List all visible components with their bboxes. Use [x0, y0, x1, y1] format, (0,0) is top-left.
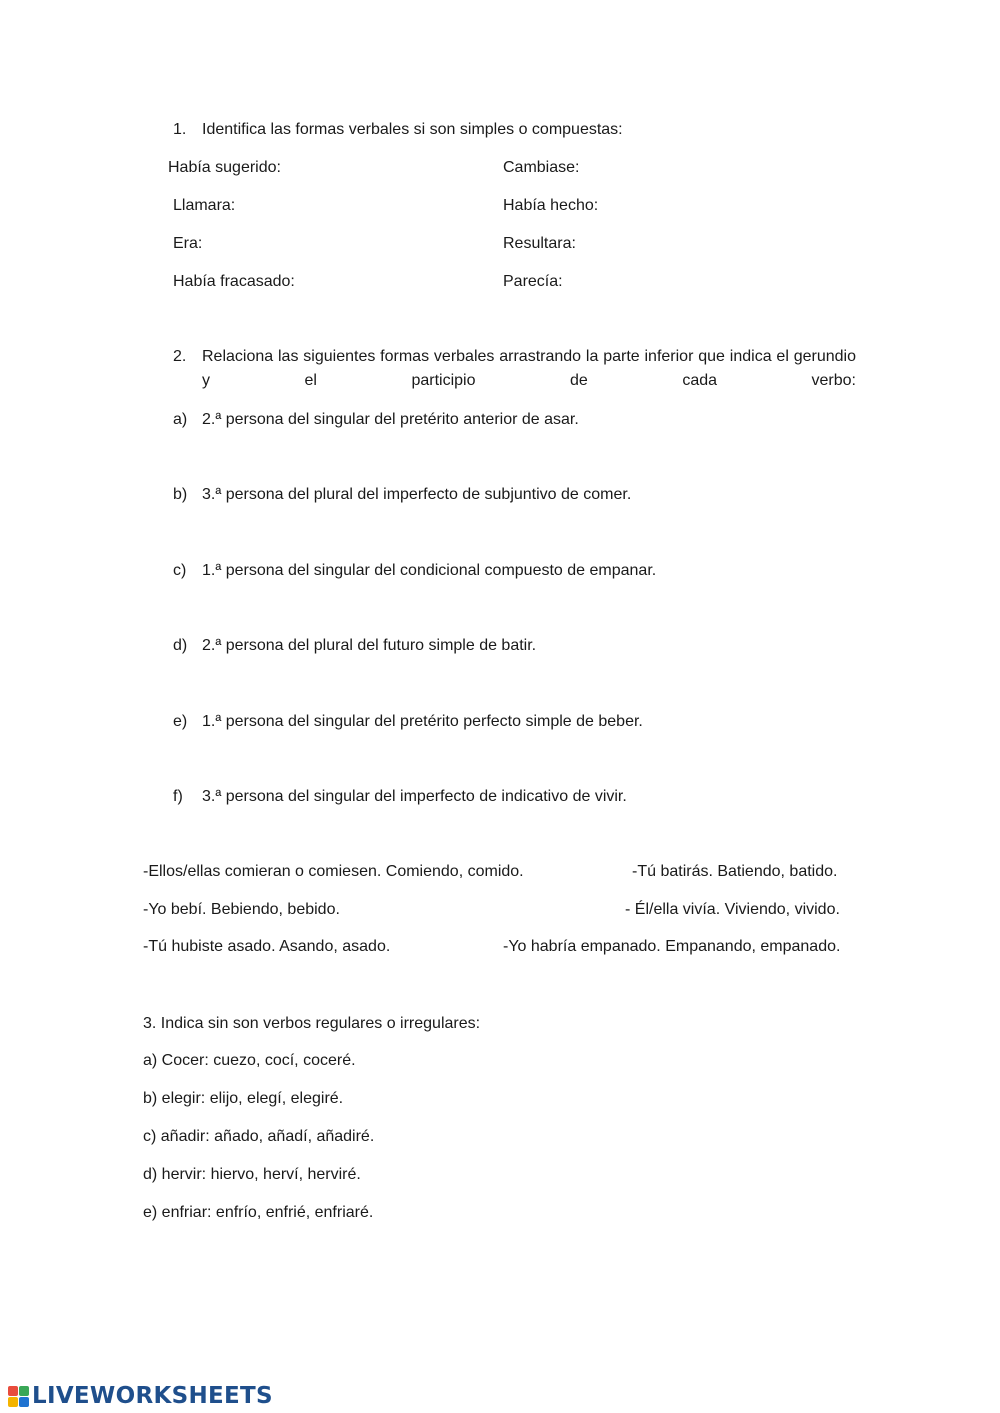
- section3-instruction: 3. Indica sin son verbos regulares o irregulares:: [143, 1015, 481, 1032]
- section2-number: 2.: [173, 348, 187, 365]
- item-text: 1.ª persona del singular del pretérito perfecto simple de beber.: [202, 713, 643, 730]
- verb-item-label: Llamara:: [173, 197, 236, 214]
- item-letter: d): [173, 637, 188, 654]
- answer-option[interactable]: -Tú hubiste asado. Asando, asado.: [143, 938, 391, 955]
- item-letter: a): [173, 411, 188, 428]
- item-text: 1.ª persona del singular del condicional compuesto de empanar.: [202, 562, 657, 579]
- verb-item-label: b) elegir: elijo, elegí, elegiré.: [143, 1090, 344, 1107]
- verb-item-label: e) enfriar: enfrío, enfrié, enfriaré.: [143, 1204, 374, 1221]
- section1-number: 1.: [173, 121, 187, 138]
- verb-item-label: Era:: [173, 235, 203, 252]
- verb-item-label: Había fracasado:: [173, 273, 295, 290]
- item-text: 3.ª persona del singular del imperfecto de indicativo de vivir.: [202, 788, 627, 805]
- verb-item-label: a) Cocer: cuezo, cocí, coceré.: [143, 1052, 356, 1069]
- verb-item-label: Parecía:: [503, 273, 563, 290]
- answer-option[interactable]: -Ellos/ellas comieran o comiesen. Comiendo, comido.: [143, 863, 524, 880]
- liveworksheets-logo: [8, 1382, 273, 1410]
- item-letter: e): [173, 713, 188, 730]
- answer-option[interactable]: -Yo habría empanado. Empanando, empanado.: [503, 938, 841, 955]
- item-letter: b): [173, 486, 188, 503]
- item-letter: f): [173, 788, 183, 805]
- verb-item-label: Cambiase:: [503, 159, 580, 176]
- verb-item-label: c) añadir: añado, añadí, añadiré.: [143, 1128, 375, 1145]
- verb-item-label: Había hecho:: [503, 197, 599, 214]
- item-letter: c): [173, 562, 187, 579]
- section1-instruction: Identifica las formas verbales si son simples o compuestas:: [202, 121, 623, 138]
- verb-item-label: Resultara:: [503, 235, 576, 252]
- item-text: 3.ª persona del plural del imperfecto de subjuntivo de comer.: [202, 486, 632, 503]
- logo-icon: [8, 1386, 29, 1407]
- brand-name: LIVEWORKSHEETS: [32, 1383, 273, 1409]
- verb-item-label: d) hervir: hiervo, herví, herviré.: [143, 1166, 361, 1183]
- section2-instruction: Relaciona las siguientes formas verbales arrastrando la parte inferior que indica el gerundio y el participio de cada verbo:: [202, 348, 856, 389]
- item-text: 2.ª persona del singular del pretérito anterior de asar.: [202, 411, 579, 428]
- answer-option[interactable]: - Él/ella vivía. Viviendo, vivido.: [625, 901, 840, 918]
- verb-item-label: Había sugerido:: [168, 159, 281, 176]
- answer-option[interactable]: -Yo bebí. Bebiendo, bebido.: [143, 901, 340, 918]
- item-text: 2.ª persona del plural del futuro simple de batir.: [202, 637, 537, 654]
- answer-option[interactable]: -Tú batirás. Batiendo, batido.: [632, 863, 838, 880]
